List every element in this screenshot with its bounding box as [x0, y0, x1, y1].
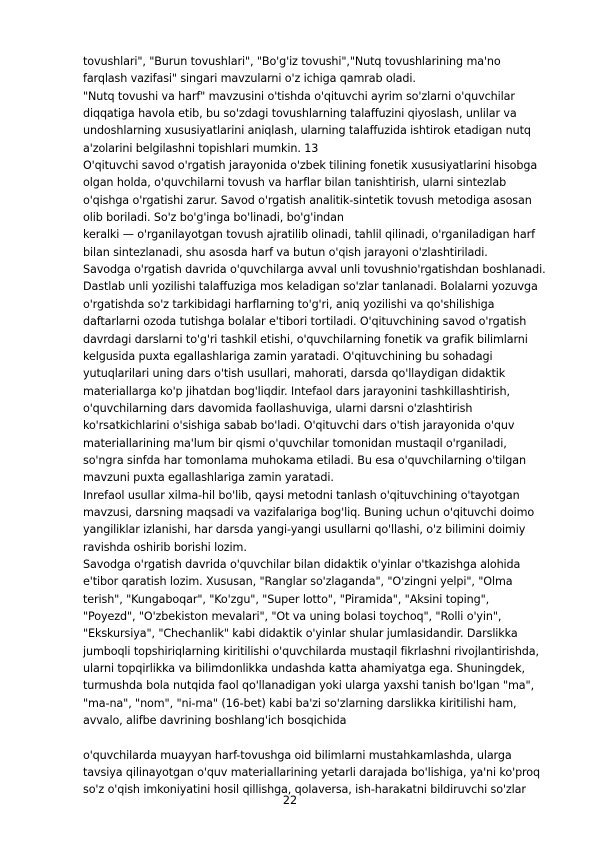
text-line: "Ekskursiya", "Chechanlik" kabi didaktik o'yinlar shular jumlasidandir. Darslikka — [83, 627, 518, 641]
text-line: kelgusida puxta egallashlariga zamin yaratadi. O'qituvchining bu sohadagi — [83, 349, 493, 363]
text-line: o'qishga o'rgatishi zarur. Savod o'rgatish analitik-sintetik tovush metodiga asosan — [83, 193, 532, 207]
text-line: tavsiya qilinayotgan o'quv materiallarining yetarli darajada bo'lishiga, ya'ni ko'proq — [83, 766, 540, 780]
text-line: undoshlarning xususiyatlarini aniqlash, ularning talaffuzida ishtirok etadigan nutq — [83, 124, 531, 138]
text-line: ularni topqirlikka va bilimdonlikka undashda katta ahamiyatga ega. Shuningdek, — [83, 662, 525, 676]
text-line: Dastlab unli yozilishi talaffuziga mos keladigan so'zlar tanlanadi. Bolalarni yozuvga — [83, 280, 538, 294]
text-line: daftarlarni ozoda tutishga bolalar e'tibori tortiladi. O'qituvchining savod o'rgatish — [83, 315, 527, 329]
text-line: o'quvchilarning dars davomida faollashuviga, ularni darsni o'zlashtirish — [83, 401, 473, 415]
page-number: 22 — [282, 794, 298, 807]
text-line: yutuqlarilari uning dars o'tish usullari, mahorati, darsda qo'llaydigan didaktik — [83, 367, 506, 381]
document-body — [83, 53, 561, 799]
text-line: mavzuni puxta egallashlariga zamin yaratadi. — [83, 471, 334, 485]
text-line: materiallarining ma'lum bir qismi o'quvchilar tomonidan mustaqil o'rganiladi, — [83, 436, 507, 450]
text-line: o'rgatishda so'z tarkibidagi harflarning to'g'ri, aniq yozilishi va qo'shilishiga — [83, 297, 495, 311]
text-line: tovushlari", "Burun tovushlari", "Bo'g'iz tovushi","Nutq tovushlarining ma'no — [83, 55, 501, 68]
text-line: ko'rsatkichlarini o'sishiga sabab bo'ladi. O'qituvchi dars o'tish jarayonida o'quv — [83, 419, 515, 433]
text-line: Savodga o'rgatish davrida o'quvchilarga avval unli tovushnio'rgatishdan boshlanadi. — [83, 263, 546, 277]
text-line: e'tibor qaratish lozim. Xususan, "Ranglar so'zlaganda", "O'zingni yelpi", "Olma — [83, 575, 513, 589]
text-line: keralki — o'rganilayotgan tovush ajratilib olinadi, tahlil qilinadi, o'rganiladigan harf — [83, 228, 535, 242]
blank-line — [83, 729, 561, 746]
text-line: avvalo, alifbe davrining boshlang'ich bosqichida — [83, 714, 347, 728]
text-line: o'quvchilarda muayyan harf-tovushga oid bilimlarni mustahkamlashda, ularga — [83, 748, 512, 762]
text-line: mavzusi, darsning maqsadi va vazifalariga bog'liq. Buning uchun o'qituvchi doimo — [83, 505, 535, 519]
text-line: "ma-na", "nom", "ni-ma" (16-bet) kabi ba'zi so'zlarning darslikka kiritilishi ham, — [83, 696, 517, 710]
text-line: Savodga o'rgatish davrida o'quvchilar bilan didaktik o'yinlar o'tkazishga alohida — [83, 557, 521, 571]
text-line: "Nutq tovushi va harf" mavzusini o'tishda o'qituvchi ayrim so'zlarni o'quvchilar — [83, 89, 515, 103]
text-line: terish", "Kungaboqar", "Ko'zgu", "Super lotto", "Piramida", "Aksini toping", — [83, 592, 490, 606]
text-line: so'ngra sinfda har tomonlama muhokama etiladi. Bu esa o'quvchilarning o'tilgan — [83, 453, 526, 467]
text-line: a'zolarini belgilashni topishlari mumkin. 13 — [83, 141, 319, 155]
text-line: so'z o'qish imkoniyatini hosil qillishga, qolaversa, ish-harakatni bildiruvchi so'zlar — [83, 783, 526, 797]
text-line: diqqatiga havola etib, bu so'zdagi tovushlarning talaffuzini qiyoslash, unlilar va — [83, 107, 517, 121]
text-line: turmushda bola nutqida faol qo'llanadigan yoki ularga yaxshi tanish bo'lgan "ma", — [83, 679, 535, 693]
text-line: olgan holda, o'quvchilarni tovush va harflar bilan tanishtirish, ularni sintezlab — [83, 176, 507, 190]
text-line: farqlash vazifasi" singari mavzularni o'z ichiga qamrab oladi. — [83, 72, 416, 86]
text-line: ravishda oshirib borishi lozim. — [83, 540, 247, 554]
text-line: yangiliklar izlanishi, har darsda yangi-yangi usullarni qo'llashi, o'z bilimini doimiy — [83, 523, 526, 537]
text-line: jumboqli topshiriqlarning kiritilishi o'quvchilarda mustaqil fikrlashni rivojlantirishda, — [83, 644, 539, 658]
text-line: materiallarga ko'p jihatdan bog'liqdir. Intefaol dars jarayonini tashkillashtirish, — [83, 384, 510, 398]
text-line: bilan sintezlanadi, shu asosda harf va butun o'qish jarayoni o'zlashtiriladi. — [83, 245, 488, 259]
text-line: "Poyezd", "O'zbekiston mevalari", "Ot va uning bolasi toychoq", "Rolli o'yin", — [83, 610, 502, 623]
text-line: davrdagi darslarni to'g'ri tashkil etishi, o'quvchilarning fonetik va grafik bilimlarni — [83, 332, 528, 346]
text-line: olib boriladi. So'z bo'g'inga bo'linadi, bo'g'indan — [83, 211, 344, 225]
text-line: Inrefaol usullar xilma-hil bo'lib, qaysi metodni tanlash o'qituvchining o'tayotgan — [83, 488, 520, 502]
text-line: O'qituvchi savod o'rgatish jarayonida o'zbek tilining fonetik xususiyatlarini hisobga — [83, 159, 538, 173]
